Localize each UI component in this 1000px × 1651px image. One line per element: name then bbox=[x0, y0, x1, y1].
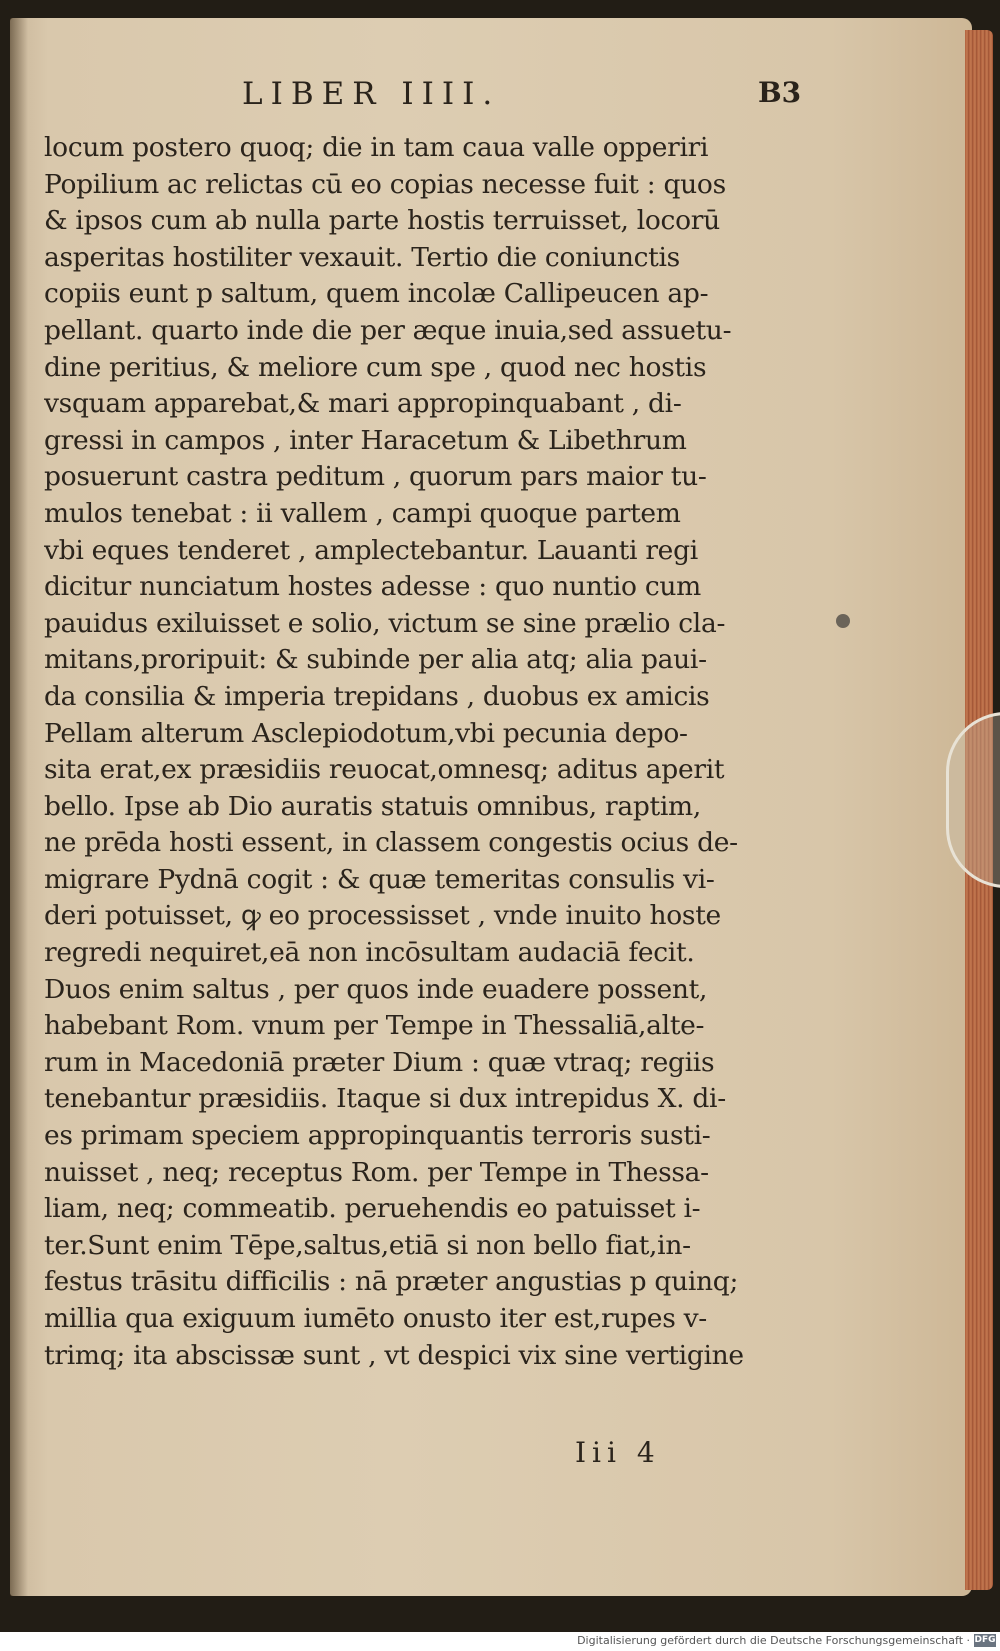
text-line: trimq; ita abscissæ sunt , vt despici vix sine vertigine bbox=[44, 1339, 744, 1371]
text-line: millia qua exiguum iumēto onusto iter est,rupes v- bbox=[44, 1303, 707, 1334]
text-line: mitans,proripuit: & subinde per alia atq; alia paui- bbox=[44, 644, 707, 676]
text-line: vbi eques tenderet , amplectebantur. Lauanti regi bbox=[44, 534, 698, 566]
ink-stain bbox=[836, 614, 850, 628]
text-line: habebant Rom. vnum per Tempe in Thessaliā,alte- bbox=[44, 1010, 705, 1042]
running-head bbox=[10, 76, 972, 116]
text-line: bello. Ipse ab Dio auratis statuis omnibus, raptim, bbox=[44, 790, 702, 822]
text-line: da consilia & imperia trepidans , duobus ex amicis bbox=[44, 680, 710, 712]
signature-mark: B3 bbox=[758, 76, 802, 109]
text-line: dicitur nunciatum hostes adesse : quo nuntio cum bbox=[44, 571, 701, 603]
text-line: asperitas hostiliter vexauit. Tertio die coniunctis bbox=[44, 241, 680, 273]
text-line: tenebantur præsidiis. Itaque si dux intrepidus X. di- bbox=[44, 1083, 726, 1115]
text-line: Popilium ac relictas cū eo copias necesse fuit : quos bbox=[44, 168, 726, 200]
dfg-logo-icon: DFG bbox=[974, 1635, 996, 1645]
text-line: posuerunt castra peditum , quorum pars maior tu- bbox=[44, 461, 707, 493]
running-title: LIBER IIII. bbox=[242, 76, 501, 112]
text-line: copiis eunt p saltum, quem incolæ Callipeucen ap- bbox=[44, 278, 709, 310]
text-line: ne prēda hosti essent, in classem congestis ocius de- bbox=[44, 827, 738, 859]
text-line: regredi nequiret,eā non incōsultam audaciā fecit. bbox=[44, 937, 695, 969]
text-line: Pellam alterum Asclepiodotum,vbi pecunia depo- bbox=[44, 717, 688, 749]
text-line: sita erat,ex præsidiis reuocat,omnesq; aditus aperit bbox=[44, 754, 725, 786]
text-line: deri potuisset, ꝙ eo processisset , vnde inuito hoste bbox=[44, 900, 721, 932]
text-line: pellant. quarto inde die per æque inuia,sed assuetu- bbox=[44, 314, 732, 346]
text-line: mulos tenebat : ii vallem , campi quoque partem bbox=[44, 497, 681, 529]
book-page bbox=[10, 18, 972, 1596]
text-line: nuisset , neq; receptus Rom. per Tempe in Thessa- bbox=[44, 1156, 709, 1188]
credit-bar bbox=[0, 1632, 1000, 1651]
text-block bbox=[44, 130, 834, 1374]
text-line: festus trāsitu difficilis : nā præter angustias p quinq; bbox=[44, 1266, 739, 1298]
gutter-shadow bbox=[10, 18, 28, 1596]
text-line: ter.Sunt enim Tēpe,saltus,etiā si non bello fiat,in- bbox=[44, 1229, 691, 1261]
text-line: dine peritius, & meliore cum spe , quod nec hostis bbox=[44, 351, 707, 383]
text-line: locum postero quoq; die in tam caua valle opperiri bbox=[44, 132, 709, 163]
text-line: rum in Macedoniā præter Dium : quæ vtraq; regiis bbox=[44, 1046, 715, 1078]
text-line: vsquam apparebat,& mari appropinquabant , di- bbox=[44, 388, 682, 420]
gathering-signature: Iii 4 bbox=[575, 1436, 661, 1469]
text-line: liam, neq; commeatib. peruehendis eo patuisset i- bbox=[44, 1193, 701, 1225]
text-line: & ipsos cum ab nulla parte hostis terruisset, locorū bbox=[44, 205, 720, 237]
funding-credit: Digitalisierung gefördert durch die Deutsche Forschungsgemeinschaft · bbox=[577, 1634, 970, 1647]
text-line: gressi in campos , inter Haracetum & Libethrum bbox=[44, 424, 687, 456]
text-line: Duos enim saltus , per quos inde euadere possent, bbox=[44, 973, 708, 1005]
text-line: migrare Pydnā cogit : & quæ temeritas consulis vi- bbox=[44, 863, 715, 895]
text-line: es primam speciem appropinquantis terroris susti- bbox=[44, 1120, 711, 1152]
text-line: pauidus exiluisset e solio, victum se sine prælio cla- bbox=[44, 607, 726, 639]
